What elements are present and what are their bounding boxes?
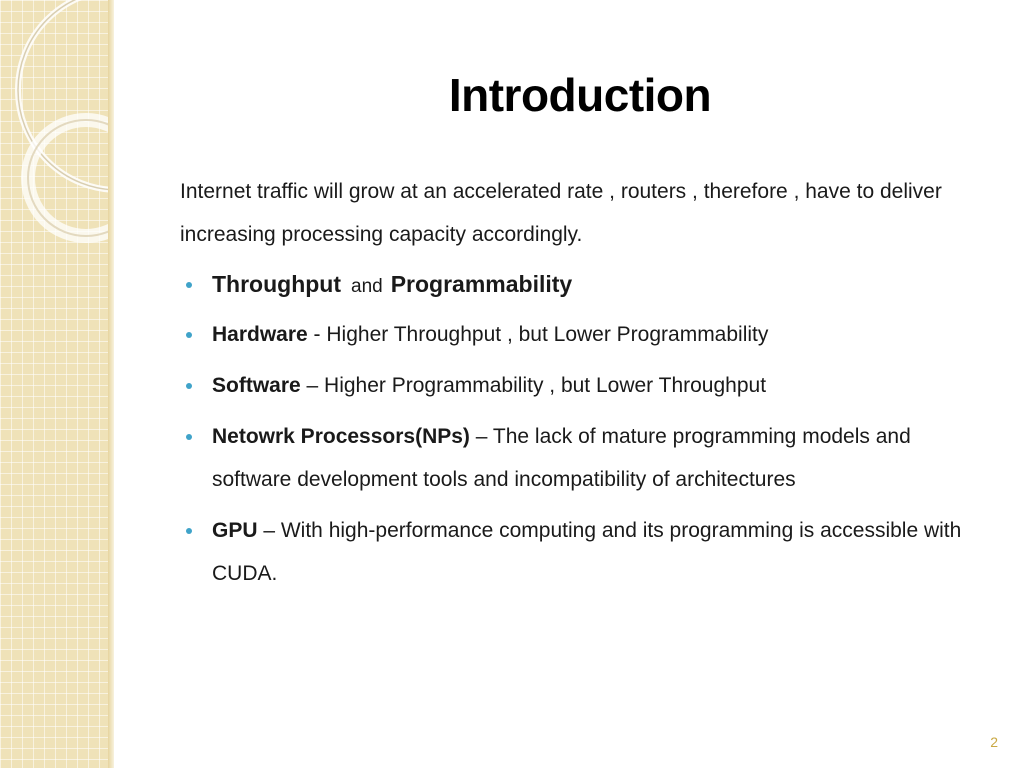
intro-paragraph: Internet traffic will grow at an accelerated rate , routers , therefore , have to deliver increasing processing capacity accordingly.	[180, 180, 942, 246]
bullet-dot-icon	[186, 383, 192, 389]
bullet-text: – Higher Programmability , but Lower Throughput	[300, 374, 767, 397]
bullet-item	[186, 364, 976, 407]
bullet-list	[186, 262, 976, 603]
bullet-text: – With high-performance computing and its programming is accessible with CUDA.	[212, 519, 962, 585]
page-number: 2	[990, 734, 998, 750]
bullet-term: Netowrk Processors(NPs)	[212, 425, 470, 448]
slide-title: Introduction	[448, 69, 712, 121]
bullet-term-2: Programmability	[390, 271, 573, 297]
bullet-text: - Higher Throughput , but Lower Programmability	[307, 323, 769, 346]
bullet-dot-icon	[186, 282, 192, 288]
decorative-sidebar	[0, 0, 112, 768]
bullet-text: – The lack of mature programming models and software development tools and incompatibility of architectures	[212, 425, 911, 491]
decorative-rings	[0, 0, 112, 260]
bullet-term: Throughput	[212, 271, 342, 297]
bullet-term: GPU	[212, 519, 258, 542]
bullet-item	[186, 415, 976, 501]
bullet-dot-icon	[186, 528, 192, 534]
bullet-connector: and	[351, 276, 383, 297]
bullet-dot-icon	[186, 332, 192, 338]
bullet-term: Hardware	[212, 323, 308, 346]
bullet-dot-icon	[186, 434, 192, 440]
bullet-item	[186, 313, 976, 356]
bullet-term: Software	[212, 374, 301, 397]
sidebar-edge	[108, 0, 114, 768]
bullet-item	[186, 262, 976, 309]
bullet-item	[186, 509, 976, 595]
